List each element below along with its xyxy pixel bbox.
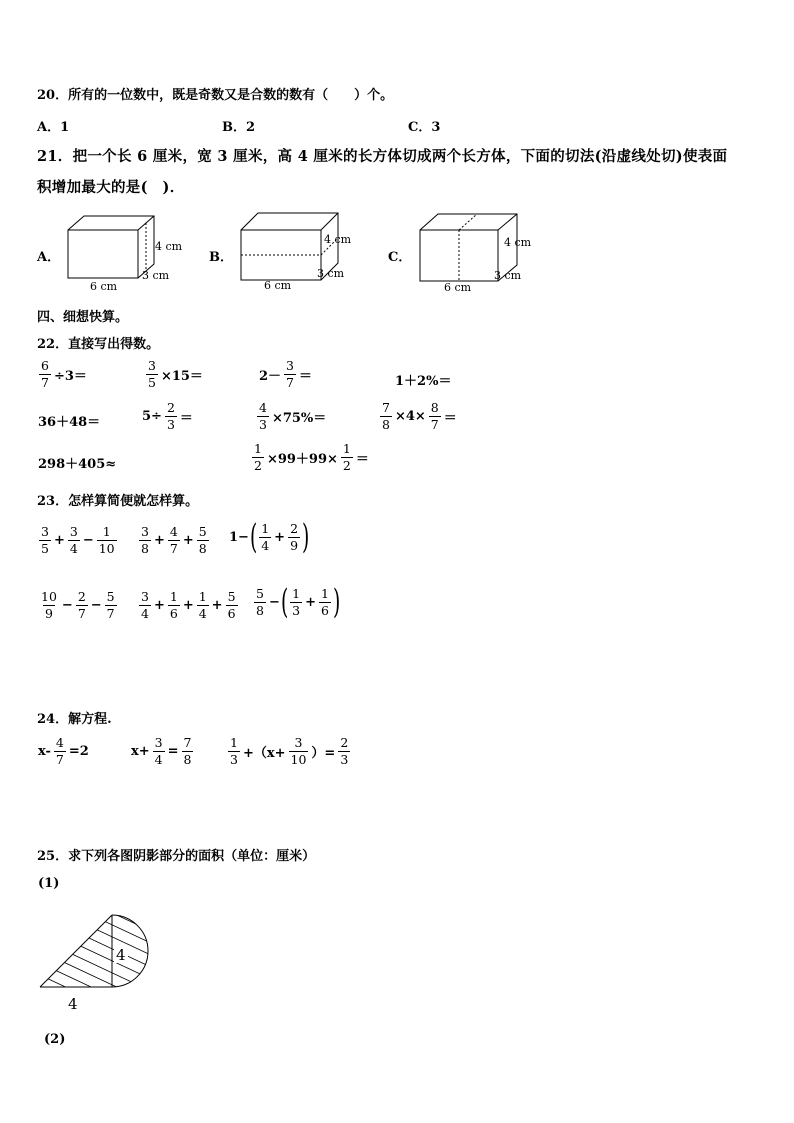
q22-item-h: $\frac{7}{8}$ ×4× $\frac{8}{7}$ ＝: [382, 400, 457, 432]
q22-item-a: $\frac{6}{7}$ ÷3＝: [41, 358, 87, 390]
q20-option-b: B．2: [222, 120, 256, 135]
q25-part-1-label: (1): [38, 876, 60, 891]
question-21-line1: 21．把一个长 6 厘米，宽 3 厘米，高 4 厘米的长方体切成两个长方体，下面的切法(沿虚线处切)使表面: [37, 148, 728, 165]
q25-part-2-label: (2): [44, 1032, 66, 1047]
dim-width-label-a: 3 cm: [142, 269, 170, 282]
q22-item-g: $\frac{4}{3}$ ×75%＝: [259, 400, 327, 432]
q23-expr-5: $\frac{3}{4}$ + $\frac{1}{6}$ + $\frac{1}{4}$ + $\frac{5}{6}$: [141, 589, 236, 621]
section-4-heading: 四、细想快算。: [37, 310, 129, 325]
base-label: 4: [68, 995, 78, 1013]
dim-length-label-b: 6 cm: [264, 279, 292, 292]
q22-item-c: 2－ $\frac{3}{7}$ ＝: [259, 358, 313, 390]
question-25-title: 25．求下列各图阴影部分的面积（单位：厘米）: [37, 849, 316, 864]
dim-width-label-b: 3 cm: [317, 267, 345, 280]
cuboid-diagram-c: [410, 205, 550, 295]
q22-item-j: $\frac{1}{2}$ ×99＋99× $\frac{1}{2}$ ＝: [254, 441, 369, 473]
cuboid-diagram-a: [60, 210, 200, 295]
question-22-title: 22．直接写出得数。: [37, 337, 160, 352]
dim-length-label-c: 6 cm: [444, 281, 472, 294]
q22-item-e: 36＋48＝: [38, 415, 101, 430]
q24-equation-2: x+ $\frac{3}{4}$ = $\frac{7}{8}$: [131, 735, 192, 767]
question-23-title: 23．怎样算简便就怎样算。: [37, 494, 199, 509]
q21-option-c-label: C．: [388, 250, 412, 265]
cuboid-diagram-b: [230, 205, 370, 295]
q21-option-b-label: B．: [209, 250, 233, 265]
q22-item-i: 298＋405≈: [38, 457, 117, 472]
dim-height-label-b: 4 cm: [324, 233, 352, 246]
q20-option-a: A．1: [37, 120, 70, 135]
question-20: 20．所有的一位数中，既是奇数又是合数的数有（ ）个。: [37, 88, 394, 103]
q23-expr-2: $\frac{3}{8}$ + $\frac{4}{7}$ + $\frac{5}{8}$: [141, 524, 207, 556]
question-21-line2: 积增加最大的是( )．: [37, 179, 185, 196]
q22-item-f: 5÷ $\frac{2}{3}$ ＝: [142, 400, 193, 432]
dim-height-label-a: 4 cm: [155, 240, 183, 253]
q23-expr-4: $\frac{10}{9}$ − $\frac{2}{7}$ − $\frac{5}{7}$: [41, 589, 115, 621]
dim-width-label-c: 3 cm: [494, 269, 522, 282]
q20-option-c: C．3: [408, 120, 441, 135]
dim-length-label-a: 6 cm: [90, 280, 118, 293]
dim-height-label-c: 4 cm: [504, 236, 532, 249]
q22-item-b: $\frac{3}{5}$ ×15＝: [148, 358, 203, 390]
q24-equation-3: $\frac{1}{3}$ +（x+ $\frac{3}{10}$ ）= $\frac{2}{3}$: [230, 735, 349, 767]
height-label: 4: [116, 946, 126, 964]
question-24-title: 24．解方程.: [37, 712, 112, 727]
shaded-area-figure-1: [30, 895, 170, 1020]
q21-option-a-label: A．: [37, 250, 61, 265]
q23-expr-3: 1− ( $\frac{1}{4}$ + $\frac{2}{9}$ ): [229, 517, 310, 557]
q23-expr-1: $\frac{3}{5}$ + $\frac{3}{4}$ − $\frac{1}{10}$: [41, 524, 115, 556]
q23-expr-6: $\frac{5}{8}$ − ( $\frac{1}{3}$ + $\frac{1}{6}$ ): [256, 582, 341, 622]
q22-item-d: 1＋2%＝: [395, 374, 452, 389]
q24-equation-1: x- $\frac{4}{7}$ =2: [38, 735, 89, 767]
